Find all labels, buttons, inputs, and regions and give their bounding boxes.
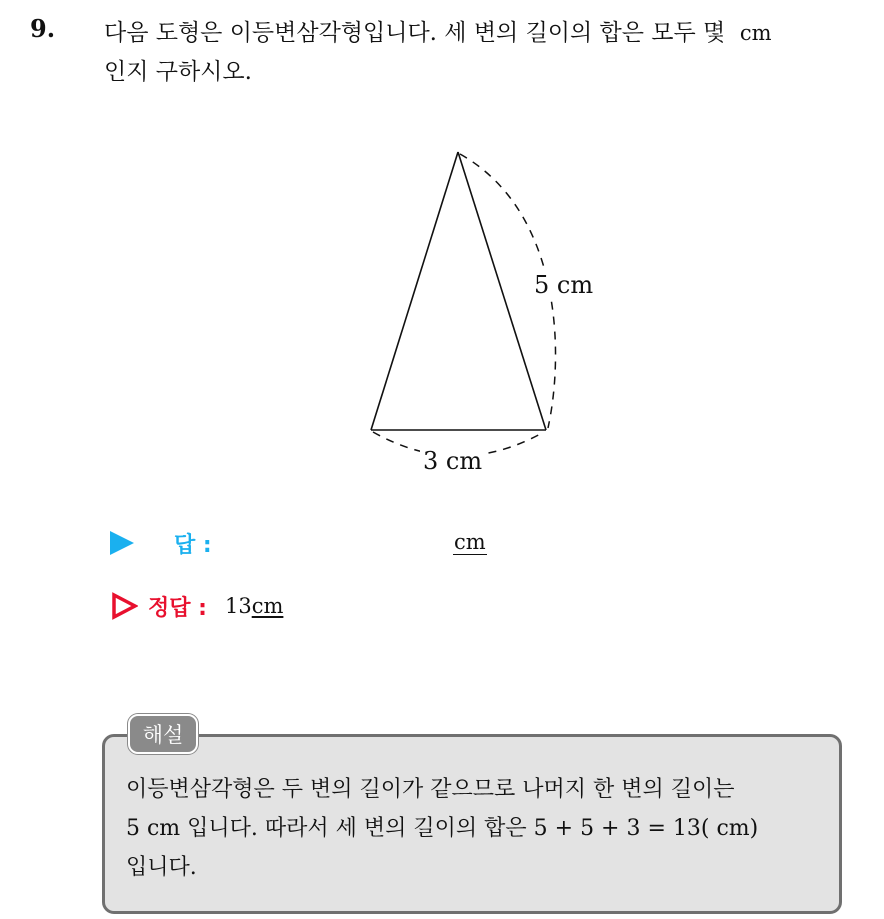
explanation-line-3: 입니다. (126, 855, 197, 880)
correct-answer-row (110, 588, 283, 624)
side-length-label: 5 cm (534, 271, 594, 299)
question-line-1-text: 다음 도형은 이등변삼각형입니다. 세 변의 길이의 합은 모두 몇 (104, 20, 726, 46)
correct-answer-label: 정답 : (148, 595, 207, 621)
explanation-line-1: 이등변삼각형은 두 변의 길이가 같으므로 나머지 한 변의 길이는 (126, 777, 735, 802)
outline-play-icon (110, 592, 138, 620)
answer-play-icon (110, 531, 134, 555)
explanation-text (126, 770, 836, 887)
triangle-left-side (371, 152, 458, 430)
correct-answer-unit: cm (251, 594, 284, 618)
explanation-line-2: 5 cm 입니다. 따라서 세 변의 길이의 합은 5 + 5 + 3 = 13( cm) (126, 816, 759, 841)
explanation-tab: 해설 (128, 714, 198, 754)
correct-answer-number: 13 (224, 594, 252, 618)
answer-input-blank[interactable]: cm (454, 530, 486, 554)
answer-row (110, 526, 212, 560)
base-length-label: 3 cm (423, 447, 483, 475)
question-unit: cm (739, 21, 772, 45)
correct-answer-value (225, 594, 283, 618)
question-line-2: 인지 구하시오. (104, 59, 252, 85)
answer-label: 답 : (174, 532, 212, 558)
question-number: 9. (30, 14, 56, 43)
